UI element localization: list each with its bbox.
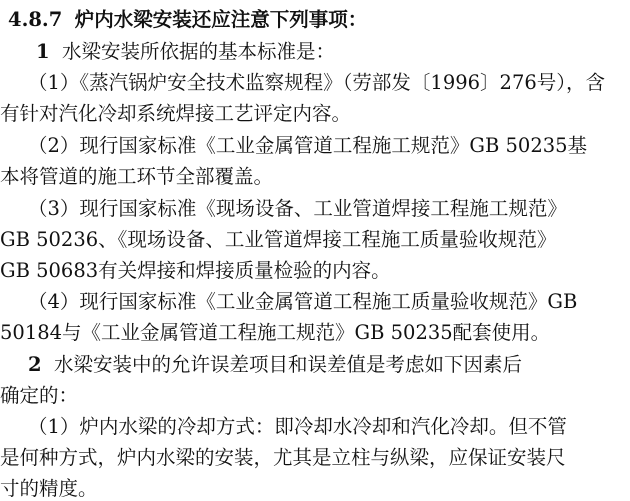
section-heading	[8, 8, 630, 32]
section-number: 4.8.7	[8, 8, 63, 31]
paragraph-line: GB 50236、《现场设备、工业管道焊接工程施工质量验收规范》	[0, 228, 557, 251]
paragraph-line: 寸的精度。	[0, 477, 98, 500]
paragraph-line: （4）现行国家标准《工业金属管道工程施工质量验收规范》GB	[28, 290, 578, 313]
item-2-text: 水梁安装中的允许误差项目和误差值是考虑如下因素后	[53, 353, 522, 376]
item-2-continuation: 确定的：	[0, 384, 79, 407]
paragraph-line: （3）现行国家标准《现场设备、工业管道焊接工程施工规范》	[28, 197, 567, 220]
item-1-number: 1	[36, 40, 50, 63]
section-title: 炉内水梁安装还应注意下列事项：	[74, 8, 368, 31]
item-1-text: 水梁安装所依据的基本标准是：	[61, 40, 335, 63]
paragraph-line: （1）《蒸汽锅炉安全技术监察规程》（劳部发〔1996〕276号），含	[28, 71, 606, 94]
item-1-heading	[36, 40, 630, 64]
paragraph-line: 是何种方式，炉内水梁的安装，尤其是立柱与纵梁，应保证安装尺	[0, 446, 566, 469]
paragraph-line: GB 50683有关焊接和焊接质量检验的内容。	[0, 259, 391, 282]
paragraph-line: 50184与《工业金属管道工程施工规范》GB 50235配套使用。	[0, 321, 551, 344]
paragraph-line: （1）炉内水梁的冷却方式：即冷却水冷却和汽化冷却。但不管	[28, 415, 567, 438]
paragraph-line: 有针对汽化冷却系统焊接工艺评定内容。	[0, 102, 352, 125]
paragraph-line: 本将管道的施工环节全部覆盖。	[0, 165, 274, 188]
item-2-heading	[0, 353, 630, 377]
item-2-number: 2	[28, 353, 42, 376]
paragraph-line: （2）现行国家标准《工业金属管道工程施工规范》GB 50235基	[28, 134, 588, 157]
